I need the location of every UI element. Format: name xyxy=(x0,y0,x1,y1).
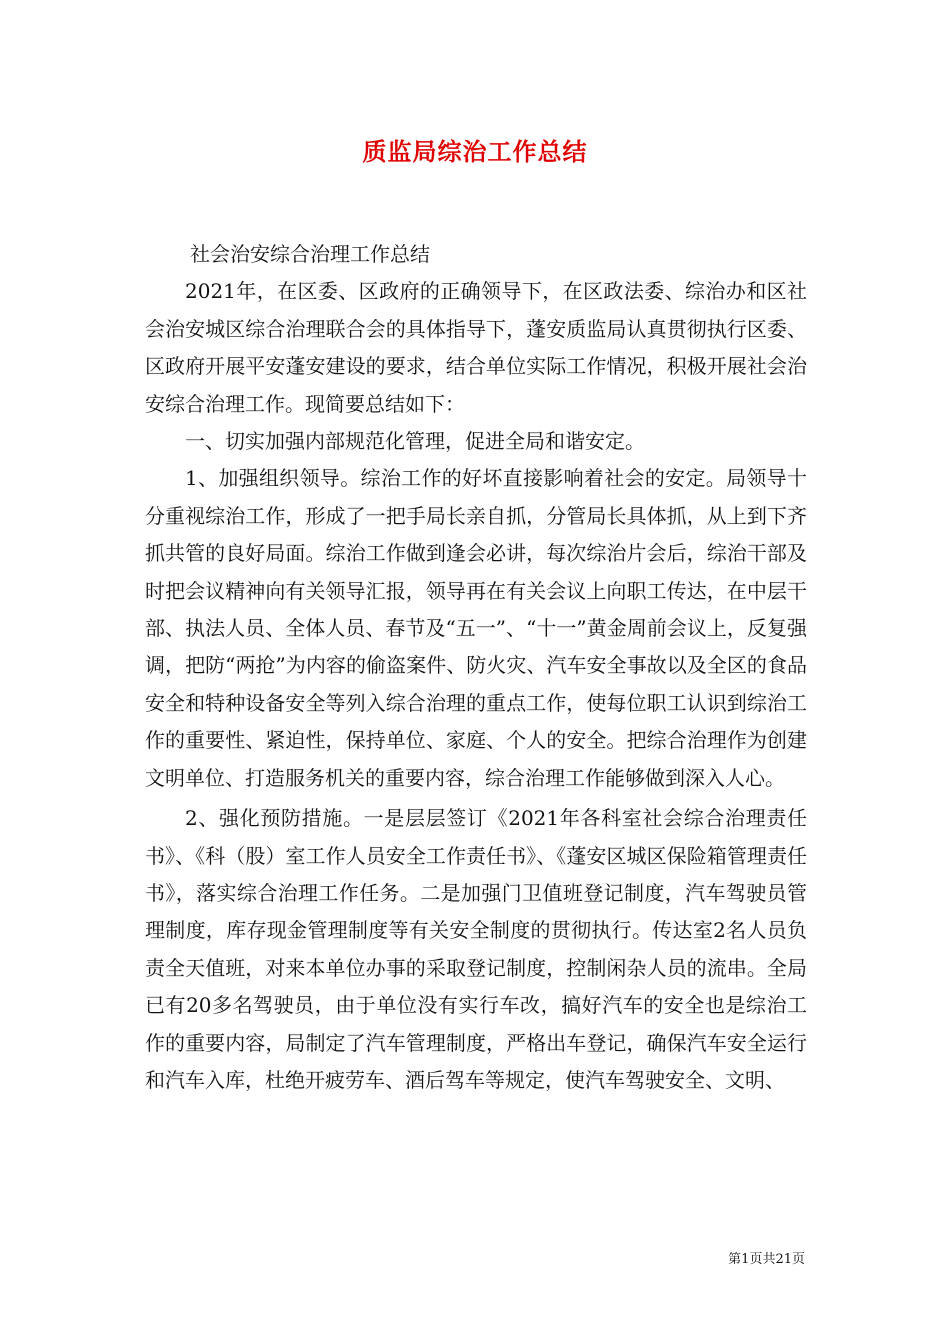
document-body xyxy=(145,236,807,1099)
page-number: 第1页共21页 xyxy=(728,1252,805,1267)
paragraph-intro: 2021年，在区委、区政府的正确领导下，在区政法委、综治办和区社会治安城区综合治理联合会的具体指导下，蓬安质监局认真贯彻执行区委、区政府开展平安蓬安建设的要求，结合单位实际工作情况，积极开展社会治安综合治理工作。现简要总结如下： xyxy=(145,279,807,416)
document-title: 质监局综治工作总结 xyxy=(362,137,588,166)
section-heading-1: 一、切实加强内部规范化管理，促进全局和谐安定。 xyxy=(185,429,645,454)
document-subtitle: 社会治安综合治理工作总结 xyxy=(190,242,430,266)
paragraph-organization: 1、加强组织领导。综治工作的好坏直接影响着社会的安定。局领导十分重视综治工作，形成了一把手局长亲自抓，分管局长具体抓，从上到下齐抓共管的良好局面。综治工作做到逢会必讲，每次综治片会后，综治干部及时把会议精神向有关领导汇报，领导再在有关会议上向职工传达，在中层干部、执法人员、全体人员、春节及“五一”、“十一”黄金周前会议上，反复强调，把防“两抢”为内容的偷盗案件、防火灾、汽车安全事故以及全区的食品安全和特种设备安全等列入综合治理的重点工作，使每位职工认识到综治工作的重要性、紧迫性，保持单位、家庭、个人的安全。把综合治理作为创建文明单位、打造服务机关的重要内容，综合治理工作能够做到深入人心。 xyxy=(145,466,807,790)
paragraph-prevention: 2、强化预防措施。一是层层签订《2021年各科室社会综合治理责任书》、《科（股）室工作人员安全工作责任书》、《蓬安区城区保险箱管理责任书》，落实综合治理工作任务。二是加强门卫值班登记制度，汽车驾驶员管理制度，库存现金管理制度等有关安全制度的贯彻执行。传达室2名人员负责全天值班，对来本单位办事的采取登记制度，控制闲杂人员的流串。全局已有20多名驾驶员，由于单位没有实行车改，搞好汽车的安全也是综治工作的重要内容，局制定了汽车管理制度，严格出车登记，确保汽车安全运行和汽车入库，杜绝开疲劳车、酒后驾车等规定，使汽车驾驶安全、文明、 xyxy=(145,806,807,1092)
